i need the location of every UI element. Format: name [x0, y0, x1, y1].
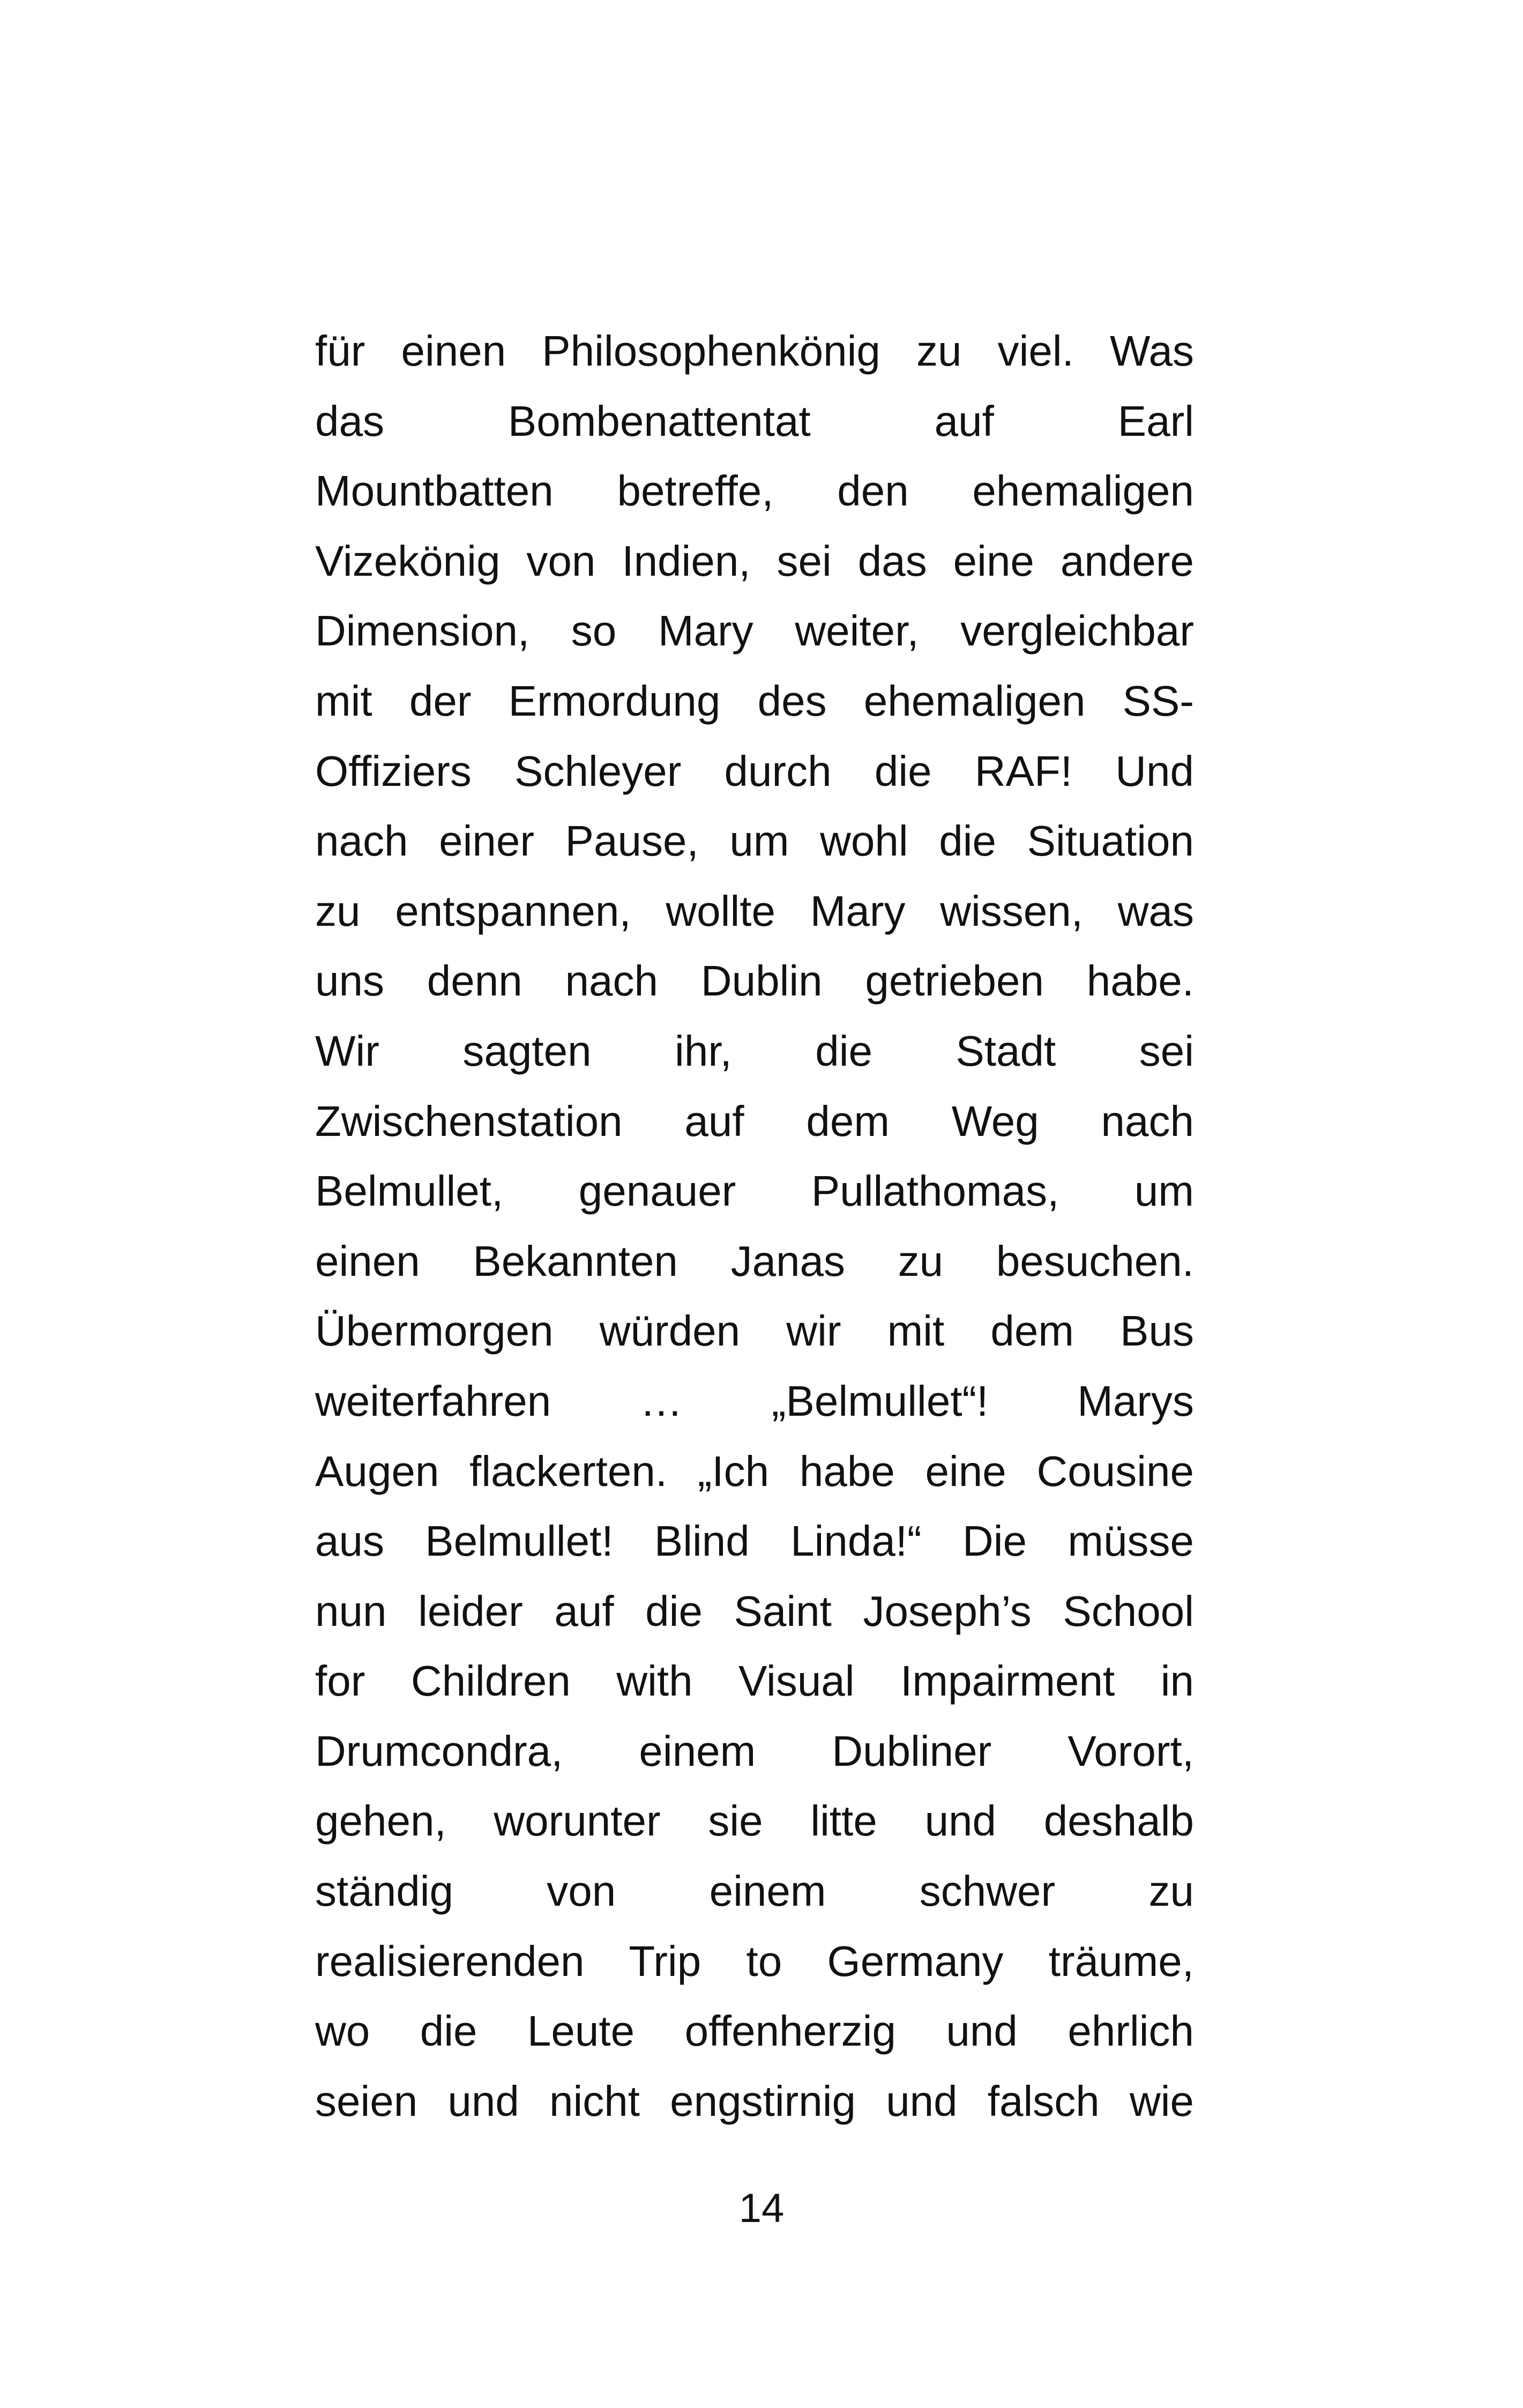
text-line: realisierenden Trip to Germany träume, — [315, 1937, 1194, 1985]
text-line: ständig von einem schwer zu — [315, 1867, 1194, 1915]
text-line: Dimension, so Mary weiter, vergleichbar — [315, 607, 1194, 655]
body-text — [315, 316, 1194, 2136]
text-line: aus Belmullet! Blind Linda!“ Die müsse — [315, 1517, 1194, 1565]
text-line: Wir sagten ihr, die Stadt sei — [315, 1027, 1194, 1075]
text-line: für einen Philosophenkönig zu viel. Was — [315, 327, 1194, 375]
text-line: uns denn nach Dublin getrieben habe. — [315, 957, 1194, 1005]
text-line: mit der Ermordung des ehemaligen SS- — [315, 677, 1194, 725]
text-line: Zwischenstation auf dem Weg nach — [315, 1097, 1194, 1145]
text-line: Vizekönig von Indien, sei das eine andere — [315, 537, 1194, 585]
text-line: weiterfahren … „Belmullet“! Marys — [315, 1377, 1194, 1425]
text-line: Übermorgen würden wir mit dem Bus — [315, 1307, 1194, 1355]
text-line: seien und nicht engstirnig und falsch wie — [315, 2077, 1194, 2125]
text-line: das Bombenattentat auf Earl — [315, 397, 1194, 445]
text-line: einen Bekannten Janas zu besuchen. — [315, 1237, 1194, 1285]
text-line: for Children with Visual Impairment in — [315, 1657, 1194, 1705]
text-line: nun leider auf die Saint Joseph’s School — [315, 1587, 1194, 1635]
text-line: Offiziers Schleyer durch die RAF! Und — [315, 747, 1194, 795]
text-line: Mountbatten betreffe, den ehemaligen — [315, 467, 1194, 515]
page-number: 14 — [738, 2186, 785, 2231]
text-line: Belmullet, genauer Pullathomas, um — [315, 1167, 1194, 1215]
text-line: Drumcondra, einem Dubliner Vorort, — [315, 1727, 1194, 1775]
text-line: wo die Leute offenherzig und ehrlich — [315, 2007, 1194, 2055]
text-line: zu entspannen, wollte Mary wissen, was — [315, 887, 1194, 935]
text-line: nach einer Pause, um wohl die Situation — [315, 817, 1194, 865]
text-line: gehen, worunter sie litte und deshalb — [315, 1797, 1194, 1845]
text-line: Augen flackerten. „Ich habe eine Cousine — [315, 1447, 1194, 1495]
